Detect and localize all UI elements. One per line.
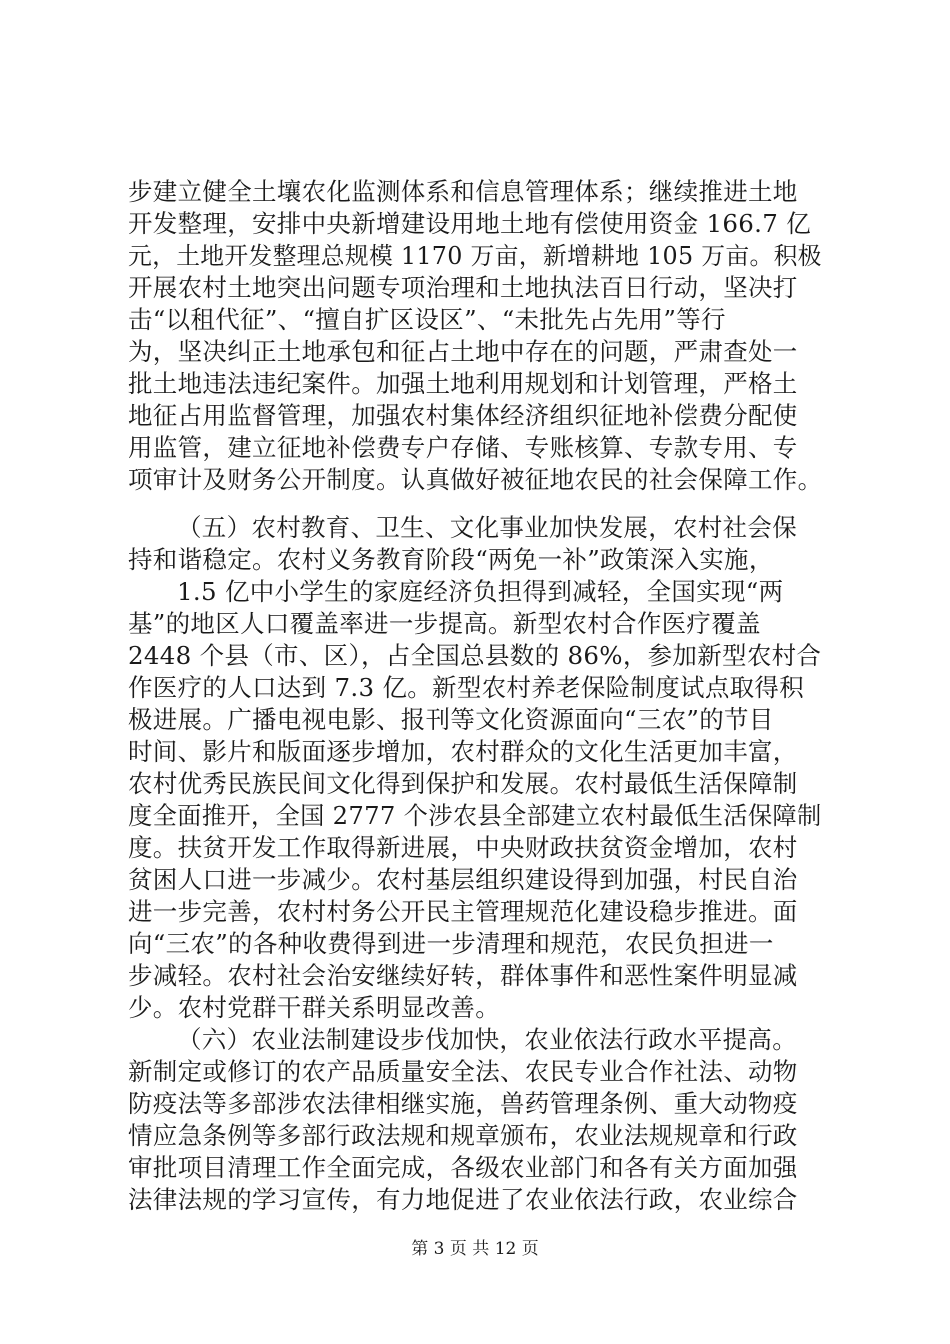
text-line: 1.5 亿中小学生的家庭经济负担得到减轻，全国实现“两 [177, 577, 784, 606]
text-line: 度全面推开，全国 2777 个涉农县全部建立农村最低生活保障制 [128, 801, 822, 830]
text-line: 度。扶贫开发工作取得新进展，中央财政扶贫资金增加，农村 [128, 833, 798, 862]
text-line: 为，坚决纠正土地承包和征占土地中存在的问题，严肃查处一 [128, 337, 798, 366]
text-line: 作医疗的人口达到 7.3 亿。新型农村养老保险制度试点取得积 [128, 673, 805, 702]
text-line: 地征占用监督管理，加强农村集体经济组织征地补偿费分配使 [128, 401, 798, 430]
text-line: 审批项目清理工作全面完成，各级农业部门和各有关方面加强 [128, 1153, 798, 1182]
text-line: 2448 个县（市、区），占全国总县数的 86%，参加新型农村合 [128, 641, 822, 670]
text-line: 少。农村党群干群关系明显改善。 [128, 993, 500, 1022]
text-line: 极进展。广播电视电影、报刊等文化资源面向“三农”的节目 [128, 705, 774, 734]
paragraph-heading-6: （六）农业法制建设步伐加快，农业依法行政水平提高。 [177, 1025, 797, 1054]
paragraph-heading-5: （五）农村教育、卫生、文化事业加快发展，农村社会保 [177, 513, 797, 542]
text-line: 防疫法等多部涉农法律相继实施，兽药管理条例、重大动物疫 [128, 1089, 798, 1118]
text-line: 向“三农”的各种收费得到进一步清理和规范，农民负担进一 [128, 929, 774, 958]
text-line: 开发整理，安排中央新增建设用地土地有偿使用资金 166.7 亿 [128, 209, 812, 238]
text-line: 基”的地区人口覆盖率进一步提高。新型农村合作医疗覆盖 [128, 609, 761, 638]
text-line: 时间、影片和版面逐步增加，农村群众的文化生活更加丰富， [128, 737, 798, 766]
text-line: 持和谐稳定。农村义务教育阶段“两免一补”政策深入实施， [128, 545, 774, 574]
text-line: 击“以租代征”、“擅自扩区设区”、“未批先占先用”等行 [128, 305, 726, 334]
text-line: 步减轻。农村社会治安继续好转，群体事件和恶性案件明显减 [128, 961, 798, 990]
text-line: 批土地违法违纪案件。加强土地利用规划和计划管理，严格土 [128, 369, 798, 398]
text-line: 进一步完善，农村村务公开民主管理规范化建设稳步推进。面 [128, 897, 798, 926]
page-number-footer: 第 3 页 共 12 页 [411, 1239, 539, 1259]
text-line: 用监管，建立征地补偿费专户存储、专账核算、专款专用、专 [128, 433, 798, 462]
text-line: 步建立健全土壤农化监测体系和信息管理体系；继续推进土地 [128, 177, 798, 206]
text-line: 元，土地开发整理总规模 1170 万亩，新增耕地 105 万亩。积极 [128, 242, 822, 270]
text-line: 贫困人口进一步减少。农村基层组织建设得到加强，村民自治 [128, 865, 798, 894]
text-line: 农村优秀民族民间文化得到保护和发展。农村最低生活保障制 [128, 769, 798, 798]
text-line: 开展农村土地突出问题专项治理和土地执法百日行动，坚决打 [128, 273, 798, 302]
text-line: 法律法规的学习宣传，有力地促进了农业依法行政，农业综合 [128, 1185, 798, 1214]
text-line: 情应急条例等多部行政法规和规章颁布，农业法规规章和行政 [128, 1121, 798, 1150]
text-line: 项审计及财务公开制度。认真做好被征地农民的社会保障工作。 [128, 465, 823, 494]
text-line: 新制定或修订的农产品质量安全法、农民专业合作社法、动物 [128, 1057, 798, 1086]
